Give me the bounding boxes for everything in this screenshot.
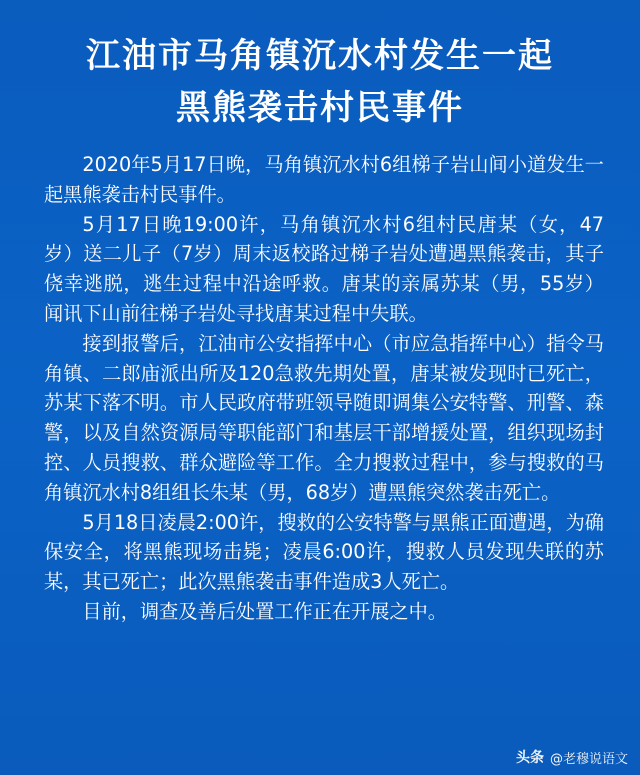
watermark-handle: @老穆说语文 (549, 751, 628, 767)
paragraph-current-status: 目前，调查及善后处置工作正在开展之中。 (82, 599, 447, 623)
paragraph-summary: 2020年5月17日晚，马角镇沉水村6组梯子岩山间小道发生一起黑熊袭击村民事件。 (44, 153, 604, 206)
watermark (516, 747, 628, 767)
paragraph-response: 接到报警后，江油市公安指挥中心（市应急指挥中心）指令马角镇、二郎庙派出所及120急救先期处置，唐某被发现时已死亡，苏某下落不明。市人民政府带班领导随即调集公安特警、刑警、森警，以及自然资源局等职能部门和基层干部增援处置，组织现场封控、人员搜救、群众避险等工作。全力搜救过程中，参与搜救的马角镇沉水村8组组长朱某（男，68岁）遭黑熊突然袭击死亡。 (44, 331, 604, 504)
document-body (44, 150, 604, 627)
title-line-1: 江油市马角镇沉水村发生一起 (86, 36, 554, 76)
paragraph-outcome: 5月18日凌晨2:00许，搜救的公安特警与黑熊正面遭遇，为确保安全，将黑熊现场击毙；凌晨6:00许，搜救人员发现失联的苏某，其已死亡；此次黑熊袭击事件造成3人死亡。 (44, 510, 604, 594)
document-title (0, 30, 640, 134)
paragraph-incident: 5月17日晚19:00许，马角镇沉水村6组村民唐某（女，47岁）送二儿子（7岁）周末返校路过梯子岩处遭遇黑熊袭击，其子侥幸逃脱，逃生过程中沿途呼救。唐某的亲属苏某（男，55岁）闻讯下山前往梯子岩处寻找唐某过程中失联。 (44, 212, 604, 325)
title-line-2: 黑熊袭击村民事件 (176, 88, 464, 128)
watermark-brand: 头条 (515, 750, 544, 766)
